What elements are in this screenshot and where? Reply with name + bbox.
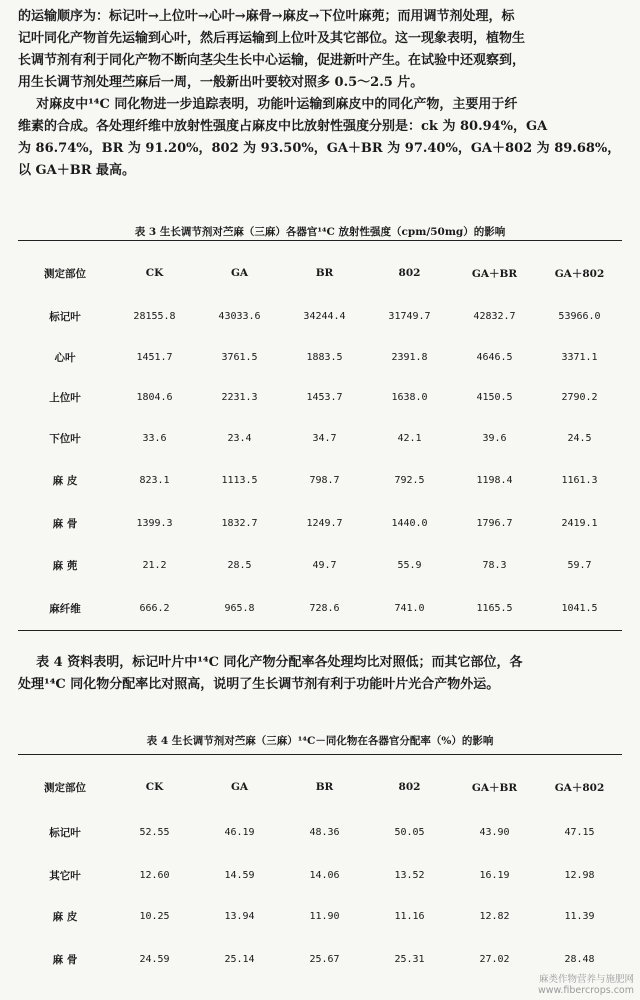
table3-bottom-rule [18, 630, 622, 631]
table3-row-label: 麻纤维 [49, 602, 81, 615]
table3-cell: 4646.5 [476, 352, 513, 363]
table3-caption: 表 3 生长调节剂对苎麻（三麻）各器官¹⁴C 放射性强度（cpm/50mg）的影响 [134, 226, 506, 238]
table4-row-label: 其它叶 [49, 869, 81, 882]
table3-cell: 1451.7 [136, 352, 173, 363]
table3-cell: 1453.7 [306, 391, 343, 403]
intro-paragraph: 的运输顺序为：标记叶→上位叶→心叶→麻骨→麻皮→下位叶麻蔸；而用调节剂处理，标 记叶同化产物首先运输到心叶，然后再运输到上位叶及其它部位。这一现象表明，植物生 长调节剂有利于同化产物不断向茎尖生长中心运输，促进新叶产生。在试验中还观察到， 用生长调节剂处理苎麻后一周，一般新出叶要较对照多 0.5～2.5 片。 对麻皮中¹⁴C 同化物进一步追踪表明，功能叶运输到麻皮中的同化产物，主要用于纤 维素的合成。各处理纤维中放射性强度占麻皮中比放射性强度分别是：ck 为 80.94%，GA 为 86.74%，BR 为 91.20%，802 为 93.50%，GA＋BR 为 97.40%，GA＋802 为 89.68%， 以 GA＋BR 最高。 [18, 9, 621, 178]
table3-row-label: 标记叶 [49, 310, 81, 323]
table3-cell: 55.9 [397, 560, 422, 571]
table4-cell: 11.90 [309, 910, 340, 922]
table3-cell: 1883.5 [306, 352, 343, 363]
table3-cell: 4150.5 [476, 391, 513, 403]
table3 [18, 252, 622, 630]
table4-cell: 52.55 [139, 826, 170, 838]
table4-header-cell: GA＋802 [554, 781, 605, 794]
table3-cell: 1440.0 [391, 517, 428, 529]
table3-cell: 2419.1 [561, 517, 598, 529]
table4-header-cell: 测定部位 [44, 781, 86, 794]
table4-cell: 50.05 [394, 826, 425, 838]
table4-caption: 表 4 生长调节剂对苎麻（三麻）¹⁴C－同化物在各器官分配率（%）的影响 [146, 735, 494, 747]
table3-cell: 78.3 [482, 560, 507, 571]
table3-cell: 741.0 [394, 602, 425, 614]
site-watermark [538, 974, 634, 996]
table4-cell: 27.02 [479, 953, 510, 965]
table3-cell: 21.2 [142, 560, 167, 571]
table4-header-cell: CK [145, 781, 164, 793]
table3-row-label: 心叶 [54, 352, 76, 364]
table3-header-cell: 802 [398, 267, 421, 279]
table3-cell: 1399.3 [136, 517, 173, 529]
table4-cell: 12.98 [564, 869, 595, 881]
table3-header-cell: GA＋802 [554, 267, 605, 280]
table3-cell: 798.7 [309, 474, 340, 486]
table3-cell: 1161.3 [561, 474, 598, 486]
table4-cell: 12.60 [139, 869, 170, 881]
table3-cell: 59.7 [567, 560, 592, 571]
table-row [18, 896, 622, 936]
table3-cell: 2790.2 [561, 391, 598, 403]
table3-header-cell: BR [315, 267, 334, 279]
table3-cell: 1113.5 [221, 474, 258, 486]
table4 [18, 764, 622, 982]
table4-cell: 12.82 [479, 910, 510, 922]
table3-cell: 43033.6 [218, 310, 261, 322]
table3-cell: 1796.7 [476, 517, 513, 529]
table4-cell: 47.15 [564, 826, 595, 838]
table3-cell: 49.7 [312, 560, 337, 571]
watermark-url: www.fibercrops.com [537, 985, 634, 996]
table3-cell: 3371.1 [561, 352, 598, 363]
table3-cell: 2231.3 [221, 391, 258, 403]
table4-row-label: 标记叶 [49, 826, 81, 839]
table4-top-rule [18, 754, 622, 755]
table3-row-label: 麻 骨 [52, 517, 78, 530]
watermark-title: 麻类作物营养与施肥网 [538, 974, 634, 985]
table4-cell: 13.52 [394, 869, 425, 881]
table4-cell: 11.16 [394, 910, 425, 922]
table3-cell: 42832.7 [473, 310, 516, 322]
table4-cell: 24.59 [139, 953, 170, 965]
table3-cell: 728.6 [309, 602, 340, 614]
table-row [18, 459, 622, 501]
table3-cell: 666.2 [139, 602, 170, 614]
table4-cell: 46.19 [224, 826, 255, 838]
table4-row-label: 麻 皮 [52, 910, 78, 923]
table-row [18, 417, 622, 459]
table3-cell: 53966.0 [558, 310, 601, 322]
table-row [18, 936, 622, 982]
table4-cell: 13.94 [224, 910, 255, 922]
table-row [18, 338, 622, 377]
table3-cell: 24.5 [567, 432, 592, 444]
table3-cell: 1165.5 [476, 602, 513, 614]
table3-cell: 965.8 [224, 602, 255, 614]
table3-header-cell: GA＋BR [471, 267, 518, 280]
table3-row-label: 麻 蔸 [52, 560, 78, 572]
table-row [18, 586, 622, 630]
table3-row-label: 下位叶 [49, 432, 81, 445]
table3-cell: 1041.5 [561, 602, 598, 614]
table3-header-cell: GA [230, 267, 249, 279]
table4-header-cell: 802 [398, 781, 421, 793]
table4-cell: 25.14 [224, 953, 255, 965]
table4-cell: 14.06 [309, 869, 340, 881]
table3-cell: 1832.7 [221, 517, 258, 529]
table3-cell: 1638.0 [391, 391, 428, 403]
table-row [18, 854, 622, 896]
table3-cell: 33.6 [142, 432, 167, 444]
table4-cell: 16.19 [479, 869, 510, 881]
table3-cell: 823.1 [139, 474, 170, 486]
table3-row-label: 上位叶 [49, 391, 81, 404]
table3-header-cell: CK [145, 267, 164, 279]
table3-cell: 31749.7 [388, 310, 431, 322]
table3-cell: 34244.4 [303, 310, 346, 322]
table3-cell: 2391.8 [391, 352, 428, 363]
table3-cell: 23.4 [227, 432, 252, 444]
table3-header-cell: 测定部位 [44, 267, 86, 280]
table3-top-rule [18, 240, 622, 241]
table4-cell: 10.25 [139, 910, 170, 922]
table-row [18, 810, 622, 854]
table4-description: 表 4 资料表明，标记叶片中¹⁴C 同化产物分配率各处理均比对照低；而其它部位，各 处理¹⁴C 同化物分配率比对照高，说明了生长调节剂有利于功能叶片光合产物外运。 [18, 655, 523, 692]
table4-row-label: 麻 骨 [52, 953, 78, 966]
table3-cell: 1249.7 [306, 517, 343, 529]
table4-cell: 43.90 [479, 826, 510, 838]
table4-cell: 11.39 [564, 910, 595, 922]
table3-cell: 42.1 [397, 432, 422, 444]
table3-cell: 28.5 [227, 560, 252, 571]
table4-cell: 28.48 [564, 953, 595, 965]
table4-header-cell: GA [230, 781, 249, 793]
table3-cell: 1198.4 [476, 474, 513, 486]
table3-cell: 39.6 [482, 432, 507, 444]
table-row [18, 501, 622, 545]
table3-cell: 34.7 [312, 432, 337, 444]
table-row [18, 545, 622, 586]
table4-header-cell: GA＋BR [471, 781, 518, 794]
table3-cell: 3761.5 [221, 352, 258, 363]
table3-header-row [18, 252, 622, 294]
table-row [18, 294, 622, 338]
table4-header-row [18, 764, 622, 810]
table4-header-cell: BR [315, 781, 334, 793]
table3-cell: 792.5 [394, 474, 425, 486]
table4-cell: 25.31 [394, 953, 425, 965]
table3-cell: 1804.6 [136, 391, 173, 403]
table3-cell: 28155.8 [133, 310, 176, 322]
table4-cell: 25.67 [309, 953, 340, 965]
table4-cell: 48.36 [309, 826, 340, 838]
table4-cell: 14.59 [224, 869, 255, 881]
table3-row-label: 麻 皮 [52, 474, 78, 487]
table-row [18, 377, 622, 417]
